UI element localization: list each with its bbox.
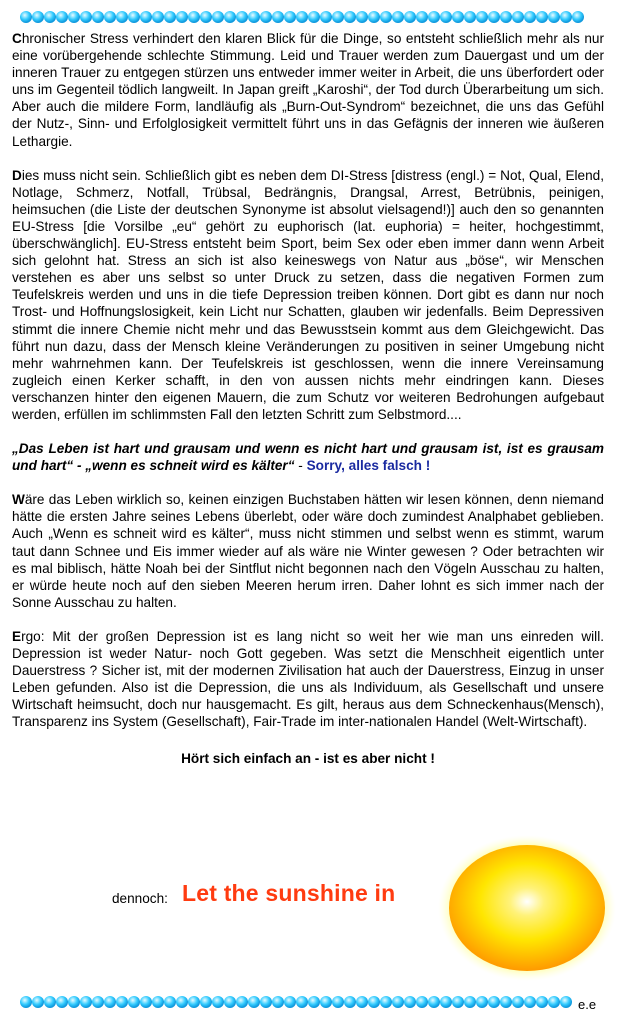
bubble-dot [296, 11, 308, 23]
bubble-dot [464, 996, 476, 1008]
paragraph-eu-stress [12, 167, 604, 423]
bubble-dot [548, 996, 560, 1008]
bubble-dot [572, 11, 584, 23]
bubble-dot [452, 11, 464, 23]
signature: e.e [578, 997, 597, 1012]
bubble-dot [80, 996, 92, 1008]
bubble-dot [428, 996, 440, 1008]
bubble-dot [356, 996, 368, 1008]
bubble-dot [260, 11, 272, 23]
bubble-dot [536, 11, 548, 23]
bubble-dot [404, 996, 416, 1008]
bubble-dot [128, 11, 140, 23]
bubble-dot [560, 11, 572, 23]
bubble-dot [68, 11, 80, 23]
bubble-dot [128, 996, 140, 1008]
sun-disc [449, 845, 605, 971]
bubble-dot [176, 11, 188, 23]
article-body [12, 30, 604, 785]
bubble-dot [272, 11, 284, 23]
bubble-dot [44, 11, 56, 23]
bubble-dot [524, 996, 536, 1008]
bubble-dot [80, 11, 92, 23]
bubble-dot [92, 11, 104, 23]
bubble-dot [512, 11, 524, 23]
bubble-dot [356, 11, 368, 23]
bubble-dot [428, 11, 440, 23]
bubble-dot [272, 996, 284, 1008]
bubble-dot [404, 11, 416, 23]
bubble-dot [56, 996, 68, 1008]
closing-line: Hört sich einfach an - ist es aber nicht ! [181, 751, 435, 767]
bubble-dot [104, 11, 116, 23]
paragraph-ergo [12, 628, 604, 731]
bubble-dot [368, 11, 380, 23]
bubble-dot [164, 996, 176, 1008]
bubble-dot [56, 11, 68, 23]
bubble-dot [548, 11, 560, 23]
bubble-dot [116, 996, 128, 1008]
paragraph-text: rgo: Mit der großen Depression ist es lang nicht so weit her wie man uns einreden will. Depression ist weder Natur- noch Gott gegeben. Was setzt die Menschheit eigentlich unter Dauerstress ? Sicher ist, mit der modernen Zivilisation hat auch der Dauerstress, Einzug in unser Leben gefunden. Also ist die Depression, die uns als Individuum, als Gesellschaft und unsere Wirtschaft heimsucht, doch nur hausgemacht. Es gilt, heraus aus dem Schneckenhaus(Mensch), Transparenz ins System (Gesellschaft), Fair-Trade im inter-nationalen Handel (Welt-Wirtschaft). [12, 628, 604, 730]
bubble-dot [488, 996, 500, 1008]
bubble-dot [188, 11, 200, 23]
bubble-dot [32, 11, 44, 23]
bubble-dot [344, 11, 356, 23]
bubble-dot [284, 996, 296, 1008]
paragraph-text: hronischer Stress verhindert den klaren Blick für die Dinge, so entsteht schließlich mehr als nur eine vorübergehende schlechte Stimmung. Leid und Trauer werden zum Dauergast und um der inneren Trauer zu entgegen stürzen uns entweder immer weiter in Arbeit, die uns überfordert oder uns im Gegenteil tödlich langweilt. In Japan greift „Karoshi“, der Tod durch Überarbeitung um sich. Aber auch die mildere Form, landläufig als „Burn-Out-Syndrom“ bezeichnet, die uns das Gefühl der Nutz-, Sinn- und Erfolglosigkeit vermittelt führt uns in das Gefägnis der inneren wie äußeren Lethargie. [12, 31, 604, 149]
decorative-bubble-border-top [20, 10, 592, 24]
paragraph-text: ies muss nicht sein. Schließlich gibt es neben dem DI-Stress [distress (engl.) = Not, Qual, Elend, Notlage, Schmerz, Notfall, Trübsal, Bedrängnis, Drangsal, Arrest, Betrübnis, peinigen, heimsuchen (die Liste der deutschen Synonyme ist absolut vielsagend!)] auch den so genannten EU-Stress [die Vorsilbe „eu“ gehört zu euphorisch (lat. euphoria) = heiter, hochgestimmt, überschwänglich]. EU-Stress entsteht beim Sport, beim Sex oder eben immer dann wenn Arbeit sich gelohnt hat. Stress an sich ist also keineswegs von Natur aus „böse“, wir Menschen verstehen es aber uns selbst so unter Druck zu setzen, dass die negativen Formen zum Teufelskreis werden und uns in die tiefe Depression treiben können. Dort gibt es dann nur noch Trost- und Hoffnungslosigkeit, kein Licht nur Schatten, glauben wir jedenfalls. Beim Depressiven stimmt die innere Chemie nicht mehr und das Bewusstsein kommt aus dem Gleichgewicht. Das führt nun dazu, dass der Mensch kleine Veränderungen zu positiven in seiner Umgebung nicht mehr wahrnehmen kann. Der Teufelskreis ist geschlossen, wenn die innere Vereinsamung zugleich einen Kerker schafft, in den von aussen nichts mehr eindringen kann. Dieses verschanzen hinter den eigenen Mauern, die zum Schutz vor weiteren Bedrohungen aufgebaut werden, erfüllen im schlimmsten Fall den letzten Schritt zum Selbstmord.... [12, 167, 604, 422]
drop-letter: C [12, 31, 22, 46]
bubble-dot [236, 996, 248, 1008]
bubble-dot [392, 11, 404, 23]
paragraph-text: äre das Leben wirklich so, keinen einzigen Buchstaben hätten wir lesen können, denn niemand hätte die ersten Jahre seines Lebens überlebt, oder wäre doch zumindest Analphabet geblieben. Auch „Wenn es schneit wird es kälter“, muss nicht stimmen und selbst wenn es stimmt, warum taut dann Schnee und Eis immer wieder auf als wäre nie Winter gewesen ? Oder betrachten wir es mal biblisch, hätte Noah bei der Sintflut nicht begonnen nach den Vögeln Ausschau zu halten, er würde heute noch auf den sieben Meeren herum irren. Daher lohnt es sich immer nach der Sonne Ausschau zu halten. [12, 492, 604, 610]
paragraph-life [12, 491, 604, 611]
bubble-dot [320, 996, 332, 1008]
bubble-dot [248, 11, 260, 23]
bubble-dot [104, 996, 116, 1008]
sun-icon [437, 834, 617, 982]
bubble-dot [500, 996, 512, 1008]
bubble-dot [524, 11, 536, 23]
bubble-dot [476, 11, 488, 23]
bubble-dot [188, 996, 200, 1008]
bubble-dot [368, 996, 380, 1008]
bubble-dot [236, 11, 248, 23]
bubble-dot [476, 996, 488, 1008]
bubble-dot [44, 996, 56, 1008]
decorative-bubble-border-bottom [20, 995, 575, 1009]
bubble-dot [176, 996, 188, 1008]
bubble-dot [20, 996, 32, 1008]
bubble-dot [320, 11, 332, 23]
sorry-remark: Sorry, alles falsch ! [306, 458, 431, 474]
dennoch-label: dennoch: [112, 891, 168, 906]
bubble-dot [512, 996, 524, 1008]
bubble-dot [380, 11, 392, 23]
quote-line [12, 440, 604, 474]
bubble-dot [152, 11, 164, 23]
bubble-dot [224, 996, 236, 1008]
bubble-dot [308, 996, 320, 1008]
drop-letter: D [12, 167, 22, 183]
bubble-dot [224, 11, 236, 23]
bubble-row-bottom [20, 995, 575, 1009]
bubble-dot [200, 996, 212, 1008]
bubble-dot [536, 996, 548, 1008]
bubble-dot [200, 11, 212, 23]
bubble-dot [344, 996, 356, 1008]
bubble-dot [440, 996, 452, 1008]
bubble-dot [284, 11, 296, 23]
bubble-dot [332, 11, 344, 23]
bubble-dot [488, 11, 500, 23]
bubble-dot [560, 996, 572, 1008]
bubble-dot [440, 11, 452, 23]
bubble-dot [68, 996, 80, 1008]
bubble-dot [32, 996, 44, 1008]
quote-text: „Das Leben ist hart und grausam und wenn es nicht hart und grausam ist, ist es grausam und hart“ - „wenn es schneit wird es kälter“ [12, 441, 604, 474]
bubble-dot [332, 996, 344, 1008]
bubble-dot [464, 11, 476, 23]
quote-separator: - [294, 458, 307, 474]
bubble-dot [116, 11, 128, 23]
bubble-dot [164, 11, 176, 23]
bubble-dot [248, 996, 260, 1008]
bubble-dot [260, 996, 272, 1008]
bubble-dot [212, 11, 224, 23]
bubble-dot [92, 996, 104, 1008]
bubble-dot [140, 996, 152, 1008]
drop-letter: W [12, 492, 25, 508]
bubble-dot [452, 996, 464, 1008]
bubble-row-top [20, 10, 592, 24]
drop-letter: E [12, 628, 22, 644]
bubble-dot [392, 996, 404, 1008]
bubble-dot [212, 996, 224, 1008]
bubble-dot [308, 11, 320, 23]
paragraph-chronic-stress [12, 30, 604, 150]
bubble-dot [20, 11, 32, 23]
bubble-dot [500, 11, 512, 23]
bubble-dot [152, 996, 164, 1008]
bubble-dot [416, 11, 428, 23]
bubble-dot [140, 11, 152, 23]
bubble-dot [416, 996, 428, 1008]
sunshine-headline: Let the sunshine in [182, 880, 396, 906]
bubble-dot [296, 996, 308, 1008]
bubble-dot [380, 996, 392, 1008]
